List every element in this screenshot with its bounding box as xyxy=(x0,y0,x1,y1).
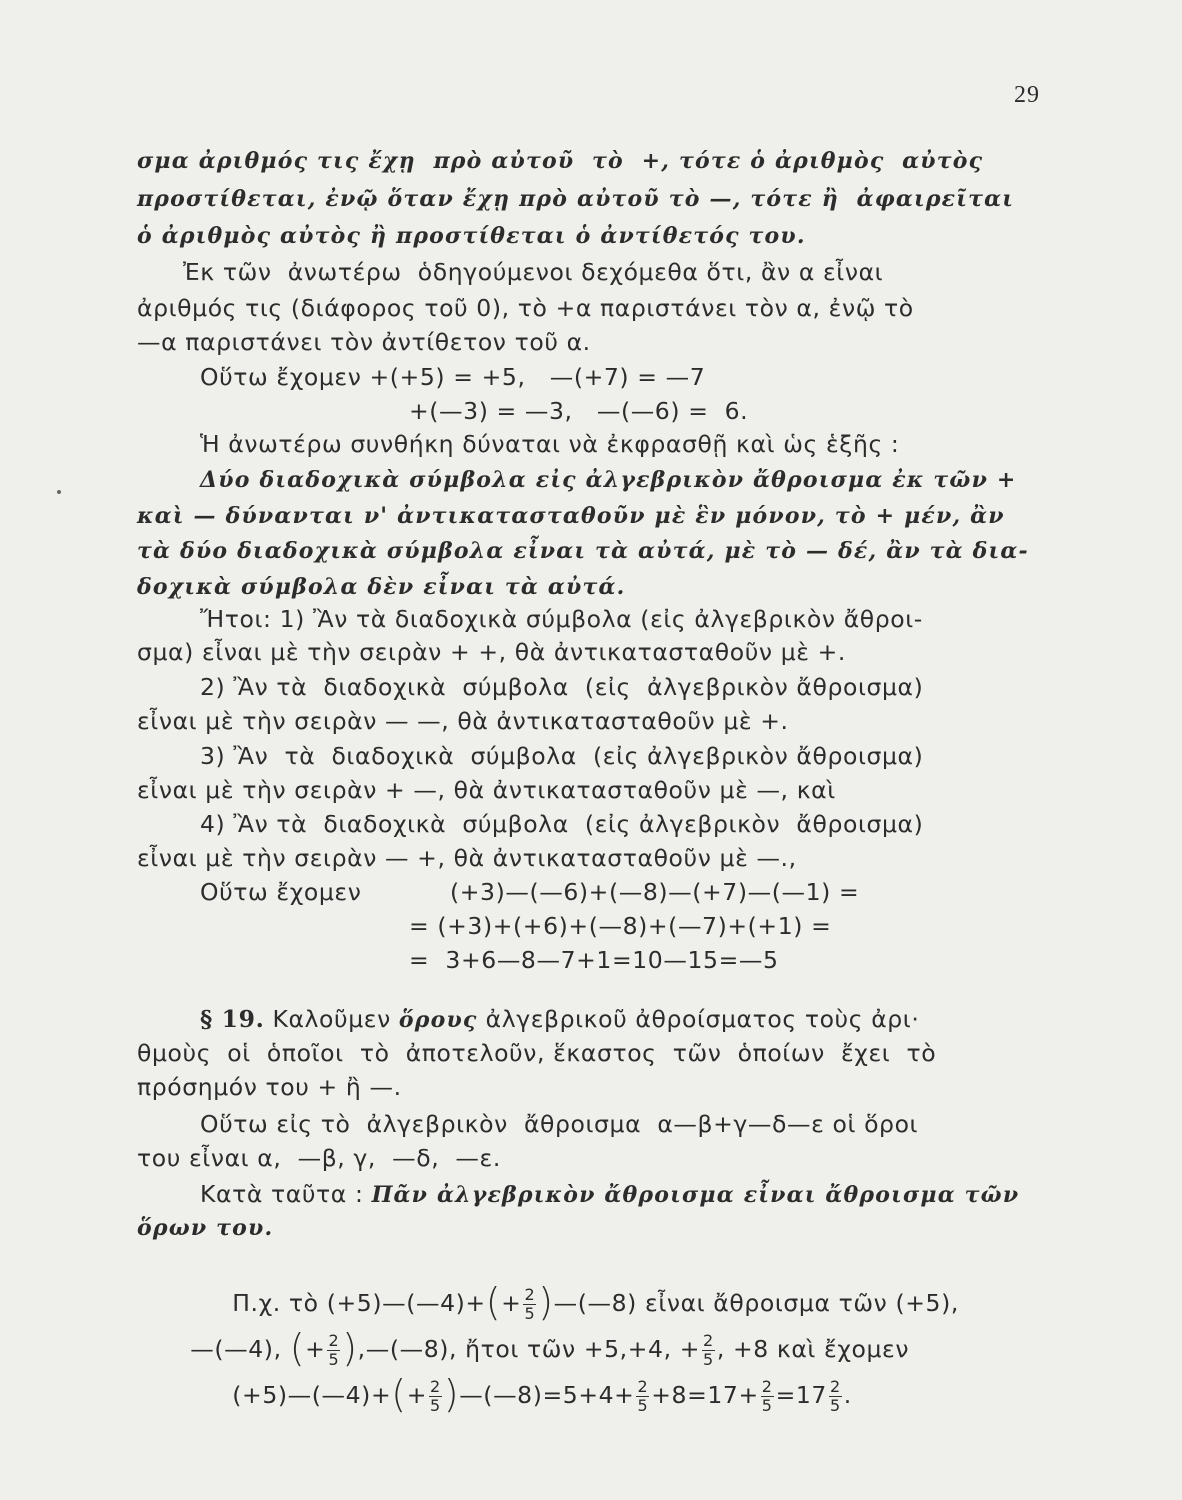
equation-line: +(—3) = —3, —(—6) = 6. xyxy=(409,397,749,425)
math-span: —(—4), xyxy=(190,1335,290,1363)
math-span: =17 xyxy=(775,1381,827,1409)
math-span: (+5)—(—4)+ xyxy=(232,1381,392,1409)
text-line: εἶναι μὲ τὴν σειρὰν — —, θὰ ἀντικατασταθοῦν μὲ +. xyxy=(137,707,789,735)
theorem-line: ὅρων του. xyxy=(137,1215,274,1241)
rule-line: τὰ δύο διαδοχικὰ σύμβολα εἶναι τὰ αὐτά, μὲ τὸ — δέ, ἂν τὰ δια- xyxy=(137,538,1029,564)
math-span: +8=17+ xyxy=(651,1381,759,1409)
math-span: + xyxy=(305,1335,326,1363)
rule-line: Δύο διαδοχικὰ σύμβολα εἰς ἀλγεβρικὸν ἄθροισμα ἐκ τῶν + xyxy=(200,467,1017,493)
math-span: ,—(—8), ἤτοι τῶν +5,+4, + xyxy=(357,1335,701,1363)
numerator: 2 xyxy=(524,1285,536,1304)
fraction xyxy=(829,1378,842,1415)
theorem-span: Πᾶν ἀλγεβρικὸν ἄθροισμα εἶναι ἄθροισμα τῶν xyxy=(371,1182,1020,1208)
equation-line xyxy=(200,1346,852,1447)
paren: ( xyxy=(485,1280,502,1324)
text-span: Καλοῦμεν xyxy=(272,1005,391,1033)
text-line: εἶναι μὲ τὴν σειρὰν — +, θὰ ἀντικατασταθοῦν μὲ —., xyxy=(137,844,797,872)
math-span: , +8 καὶ ἔχομεν xyxy=(716,1335,910,1363)
text-line: Ἐκ τῶν ἀνωτέρω ὁδηγούμενοι δεχόμεθα ὅτι, ἂν α εἶναι xyxy=(183,258,884,286)
text-line: θμοὺς οἱ ὁποῖοι τὸ ἀποτελοῦν, ἕκαστος τῶν ὁποίων ἔχει τὸ xyxy=(137,1039,937,1067)
fraction xyxy=(761,1378,774,1415)
denominator: 5 xyxy=(524,1304,536,1323)
denominator: 5 xyxy=(703,1350,714,1369)
rule-line: καὶ — δύνανται ν' ἀντικατασταθοῦν μὲ ἓν μόνον, τὸ + μέν, ἂν xyxy=(137,503,1005,529)
text-line: ἀριθμός τις (διάφορος τοῦ 0), τὸ +α παριστάνει τὸν α, ἐνῷ τὸ xyxy=(137,294,914,322)
text-span: Κατὰ ταῦτα : xyxy=(200,1180,364,1208)
text-line: ὁ ἀριθμὸς αὐτὸς ἢ προστίθεται ὁ ἀντίθετός του. xyxy=(137,223,806,249)
rule-line: δοχικὰ σύμβολα δὲν εἶναι τὰ αὐτά. xyxy=(137,574,626,600)
numerator: 2 xyxy=(703,1331,714,1350)
text-line: σμα) εἶναι μὲ τὴν σειρὰν + +, θὰ ἀντικατασταθοῦν μὲ +. xyxy=(137,638,846,666)
math-span: . xyxy=(843,1381,852,1409)
denominator: 5 xyxy=(829,1396,841,1415)
text-line: Ἡ ἀνωτέρω συνθήκη δύναται νὰ ἐκφρασθῇ καὶ ὡς ἑξῆς : xyxy=(200,430,900,458)
math-span: —(—8) εἶναι ἄθροισμα τῶν (+5), xyxy=(553,1289,959,1317)
equation-line: = (+3)+(+6)+(—8)+(—7)+(+1) = xyxy=(409,912,832,940)
text-line: εἶναι μὲ τὴν σειρὰν + —, θὰ ἀντικατασταθοῦν μὲ —, καὶ xyxy=(137,776,836,804)
section-line xyxy=(200,1003,919,1036)
numerator: 2 xyxy=(761,1377,773,1396)
text-line: Οὕτω εἰς τὸ ἀλγεβρικὸν ἄθροισμα α—β+γ—δ—ε οἱ ὅροι xyxy=(200,1110,919,1138)
fraction xyxy=(429,1378,442,1415)
numerator: 2 xyxy=(328,1331,340,1350)
denominator: 5 xyxy=(429,1396,441,1415)
math-span: —(—8)=5+4+ xyxy=(459,1381,635,1409)
math-span: + xyxy=(406,1381,427,1409)
margin-dot xyxy=(57,490,61,494)
numerator: 2 xyxy=(637,1377,649,1396)
paren: ) xyxy=(538,1280,554,1324)
numerator: 2 xyxy=(829,1377,841,1396)
fraction xyxy=(636,1378,649,1415)
text-line: σμα ἀριθμός τις ἔχῃ πρὸ αὐτοῦ τὸ +, τότε ὁ ἀριθμὸς αὐτὸς xyxy=(137,148,984,174)
text-line: 2) Ἂν τὰ διαδοχικὰ σύμβολα (εἰς ἀλγεβρικὸν ἄθροισμα) xyxy=(200,673,924,701)
text-line: Οὕτω ἔχομεν xyxy=(200,878,362,906)
paren: ) xyxy=(443,1372,460,1416)
paren: ) xyxy=(342,1326,358,1370)
text-line: προστίθεται, ἐνῷ ὅταν ἔχῃ πρὸ αὐτοῦ τὸ —, τότε ἢ ἀφαιρεῖται xyxy=(137,186,1015,212)
numerator: 2 xyxy=(429,1377,441,1396)
paren: ( xyxy=(289,1326,306,1370)
text-line xyxy=(200,1178,1019,1211)
term-span: ὅρους xyxy=(398,1007,478,1033)
text-span: ἀλγεβρικοῦ ἀθροίσματος τοὺς ἀρι· xyxy=(485,1005,920,1033)
text-line: 3) Ἂν τὰ διαδοχικὰ σύμβολα (εἰς ἀλγεβρικὸν ἄθροισμα) xyxy=(200,742,924,770)
text-line: του εἶναι α, —β, γ, —δ, —ε. xyxy=(137,1144,501,1172)
paren: ( xyxy=(391,1372,407,1416)
denominator: 5 xyxy=(637,1396,649,1415)
text-line: —α παριστάνει τὸν ἀντίθετον τοῦ α. xyxy=(137,328,591,356)
text-line: Ἤτοι: 1) Ἂν τὰ διαδοχικὰ σύμβολα (εἰς ἀλγεβρικὸν ἄθροι- xyxy=(200,605,923,633)
text-line: 4) Ἂν τὰ διαδοχικὰ σύμβολα (εἰς ἀλγεβρικὸν ἄθροισμα) xyxy=(200,810,924,838)
math-span: Π.χ. τὸ (+5)—(—4)+ xyxy=(232,1289,486,1317)
denominator: 5 xyxy=(761,1396,773,1415)
equation-line: (+3)—(—6)+(—8)—(+7)—(—1) = xyxy=(450,878,860,906)
denominator: 5 xyxy=(328,1350,340,1369)
section-number: § 19. xyxy=(200,1005,265,1033)
text-line: πρόσημόν του + ἢ —. xyxy=(137,1073,402,1101)
page-number: 29 xyxy=(1014,82,1040,108)
math-span: + xyxy=(501,1289,522,1317)
equation-line: = 3+6—8—7+1=10—15=—5 xyxy=(409,946,779,974)
equation-line: Οὕτω ἔχομεν +(+5) = +5, —(+7) = —7 xyxy=(200,363,706,391)
